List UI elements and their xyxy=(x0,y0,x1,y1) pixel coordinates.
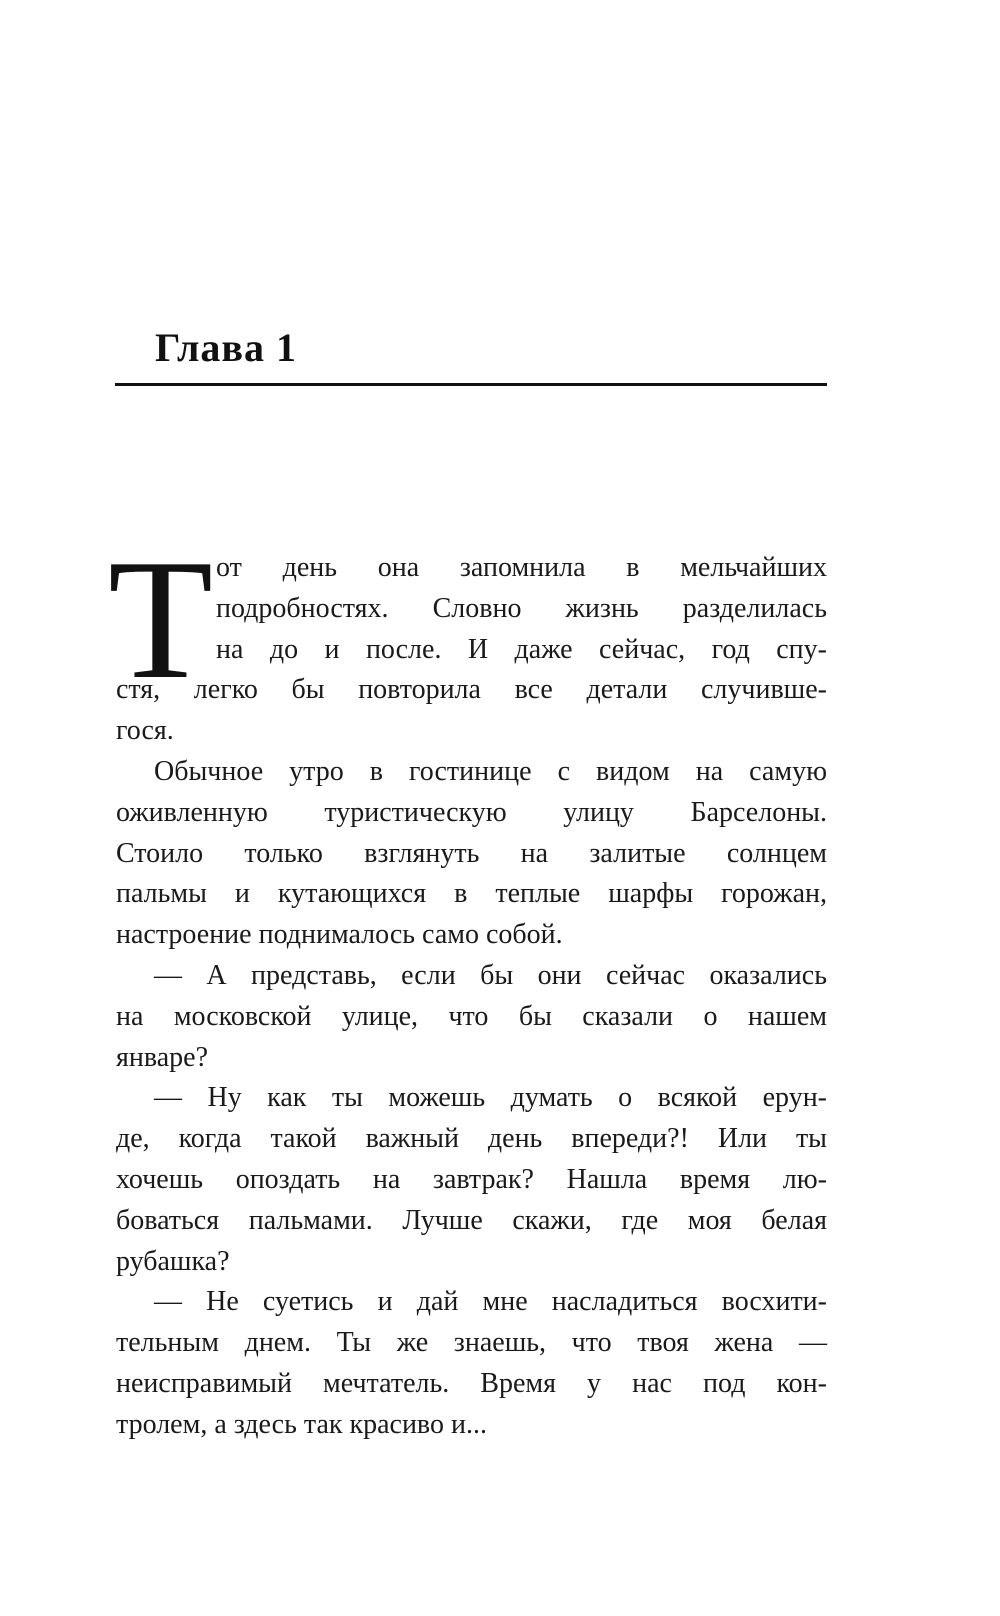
text-line: оживленную туристическую улицу Барселоны. xyxy=(116,796,827,828)
text-line: рубашка? xyxy=(116,1245,230,1277)
text-line: — Ну как ты можешь думать о всякой ерун- xyxy=(154,1082,827,1114)
text-line: боваться пальмами. Лучше скажи, где моя белая xyxy=(116,1204,827,1236)
text-line: Обычное утро в гостинице с видом на самую xyxy=(154,755,827,787)
text-line: на до и после. И даже сейчас, год спу- xyxy=(216,633,827,665)
text-line: — Не суетись и дай мне насладиться восхити- xyxy=(154,1286,827,1318)
text-line: январе? xyxy=(116,1041,208,1073)
body-text xyxy=(116,548,827,1446)
text-line: пальмы и кутающихся в теплые шарфы горожан, xyxy=(116,878,827,910)
text-line: подробностях. Словно жизнь разделилась xyxy=(216,592,827,624)
chapter-title-rule xyxy=(115,383,827,386)
text-line: тельным днем. Ты же знаешь, что твоя жена — xyxy=(116,1327,827,1359)
text-line: на московской улице, что бы сказали о нашем xyxy=(116,1000,827,1032)
text-line: настроение поднималось само собой. xyxy=(116,919,563,951)
text-line: гося. xyxy=(116,715,174,747)
text-line: от день она запомнила в мельчайших xyxy=(216,552,827,583)
text-line: тролем, а здесь так красиво и... xyxy=(116,1408,487,1440)
text-line: Стоило только взглянуть на залитые солнцем xyxy=(116,837,827,869)
text-line: неисправимый мечтатель. Время у нас под кон- xyxy=(116,1367,827,1399)
text-line: стя, легко бы повторила все детали случивше- xyxy=(116,674,827,706)
chapter-title: Глава 1 xyxy=(155,325,297,370)
text-line: хочешь опоздать на завтрак? Нашла время лю- xyxy=(116,1163,827,1195)
text-line: де, когда такой важный день впереди?! Или ты xyxy=(116,1123,827,1155)
text-line: — А представь, если бы они сейчас оказались xyxy=(154,959,827,991)
drop-cap: Т xyxy=(108,525,214,715)
